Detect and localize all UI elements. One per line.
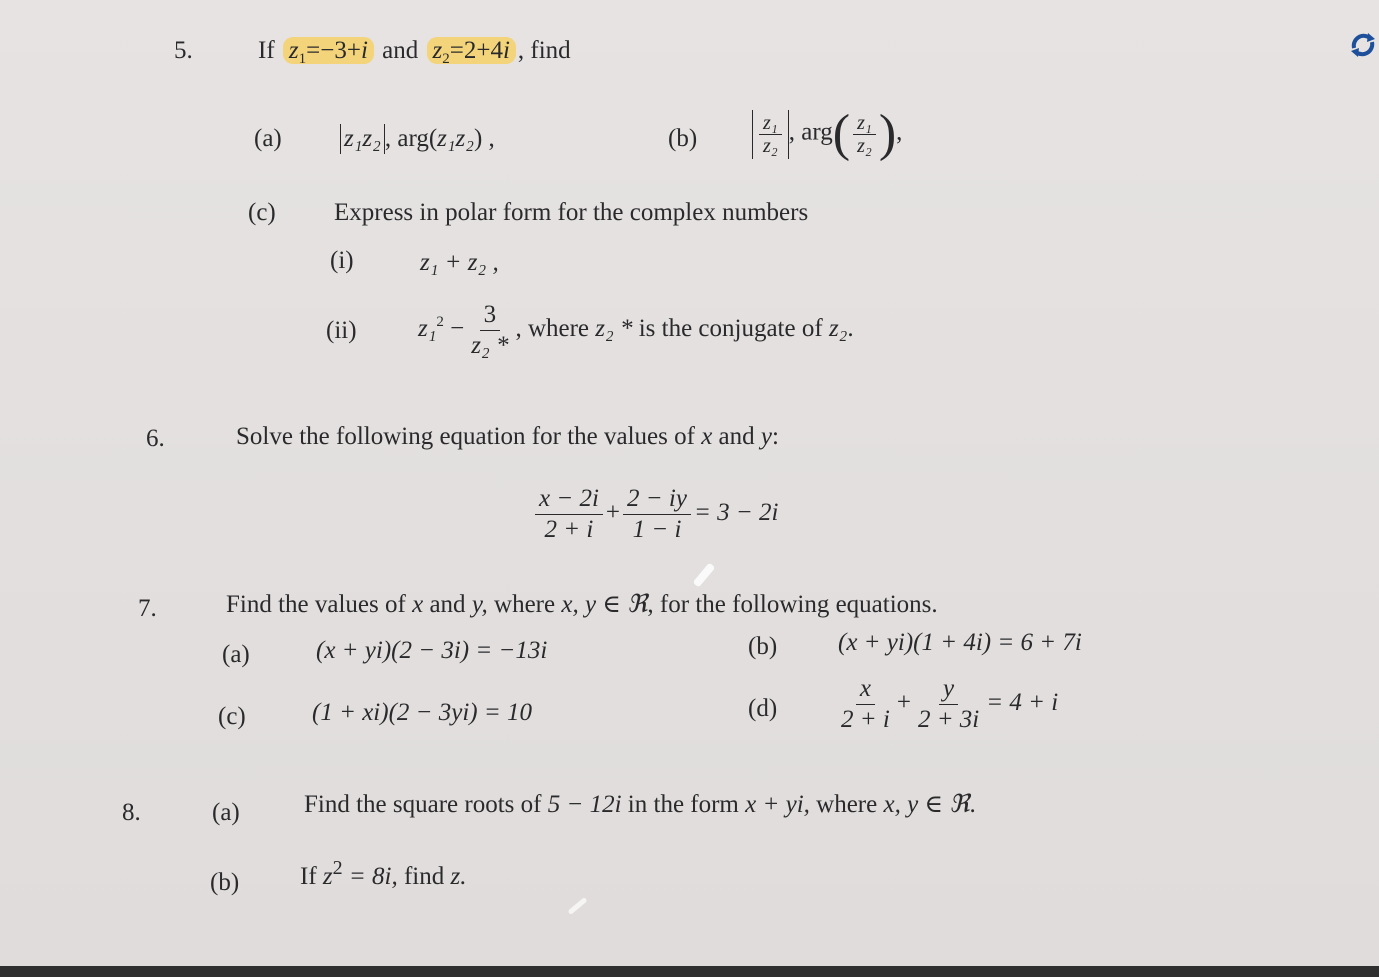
page-bottom-edge (0, 966, 1379, 977)
q5a-arg-in: z₁z₂ (437, 125, 474, 152)
q6-equation (532, 484, 778, 545)
q5b-tail: , (896, 118, 903, 146)
q8a-text-pre: Find the square roots of (304, 791, 542, 818)
q8b-label: (b) (210, 869, 240, 896)
q5cii-expr (418, 300, 854, 361)
q7-y: y, (471, 591, 488, 618)
q6-fraction-2 (623, 484, 691, 545)
q7-text (226, 590, 938, 620)
q8b-text (300, 857, 467, 892)
q7-text-post: , for the following equations. (647, 591, 938, 618)
q5cii-conj: z₂ * (595, 315, 633, 343)
q8-number: 8. (122, 799, 141, 826)
q6-y: y (760, 423, 773, 450)
q6-rhs: = 3 − 2i (693, 499, 779, 527)
q8a-set: x, y ∈ ℜ (883, 791, 970, 818)
q5cii-num: 3 (480, 300, 501, 331)
q8b-find: find (403, 863, 445, 890)
q8a-val: 5 − 12i (547, 791, 622, 818)
q5a-label: (a) (254, 125, 282, 152)
q8b-eq: = 8i, (348, 863, 398, 890)
q8b-z: z (322, 863, 333, 890)
q5-z2: z (432, 37, 443, 64)
q6-fraction-1 (535, 484, 603, 545)
q7a-expr: (x + yi)(2 − 3i) = −13i (316, 637, 548, 664)
q8b-if: If (300, 863, 317, 890)
q5a-arg: arg( (397, 125, 438, 152)
q7c-label: (c) (218, 703, 246, 730)
q5ci-expr: z₁ + z₂ , (420, 249, 499, 276)
q8a-dot: . (969, 791, 976, 818)
q7b-expr: (x + yi)(1 + 4i) = 6 + 7i (838, 629, 1082, 656)
q7d-plus: + (896, 689, 911, 717)
q6-plus: + (605, 499, 621, 527)
q6-colon: : (772, 423, 779, 450)
q8a-where: where (816, 791, 878, 818)
q7d-fraction-2 (914, 674, 983, 735)
q5-find: , find (517, 37, 571, 64)
q5b-arg-fraction (853, 112, 876, 157)
q7c-expr: (1 + xi)(2 − 3yi) = 10 (312, 699, 532, 726)
q8a-form: x + yi, (745, 791, 810, 818)
q5b-abs (752, 110, 789, 159)
q5c-label: (c) (248, 199, 276, 226)
q8b-zz: z. (450, 863, 467, 890)
q7-text-pre: Find the values of (226, 591, 406, 618)
q5cii-sup: 2 (436, 314, 444, 331)
q8b-sup: 2 (332, 857, 343, 879)
q6-text (236, 422, 779, 452)
q5b-arg-den: z₂ (857, 134, 872, 157)
q5-if: If (258, 37, 275, 64)
q7d-rhs: = 4 + i (986, 689, 1059, 717)
q5cii-where: , where (515, 315, 590, 343)
q6-x: x (701, 423, 713, 450)
q7-set: x, y ∈ ℜ (561, 591, 648, 618)
q7-where: where (494, 591, 556, 618)
q5-z2-sub: 2 (442, 51, 450, 67)
q5-number: 5. (174, 37, 193, 64)
q5-z1-val: =−3+ (306, 37, 361, 64)
light-glare (693, 562, 716, 587)
q8a-text (304, 790, 976, 820)
q6-and: and (718, 423, 755, 450)
q5-i1: i (360, 37, 368, 64)
q5b-abs-den: z₂ (763, 134, 778, 157)
q5ci-label: (i) (330, 247, 354, 274)
q7d-expr (834, 674, 1058, 735)
q7b-label: (b) (748, 633, 778, 660)
q5b-abs-fraction (759, 112, 782, 157)
refresh-arrow-icon (1348, 30, 1378, 60)
q5-and: and (382, 37, 419, 64)
q5cii-minus: − (450, 315, 465, 343)
q5cii-label: (ii) (326, 317, 357, 344)
q6-number: 6. (146, 425, 165, 452)
q5b-label: (b) (668, 125, 698, 152)
q6-f1-num: x − 2i (535, 484, 603, 515)
q5cii-fraction (467, 300, 512, 361)
q7d-f2-num: y (939, 674, 958, 705)
light-glare-small (567, 897, 587, 915)
q5cii-dot: . (847, 315, 854, 343)
q5cii-is: is the conjugate of (638, 315, 823, 343)
q5-z2-highlight (427, 37, 516, 67)
q6-f1-den: 2 + i (544, 516, 594, 543)
q5-i2: i (502, 37, 510, 64)
q6-f2-den: 1 − i (632, 516, 682, 543)
q7d-fraction-1 (837, 674, 894, 735)
q7-and: and (429, 591, 466, 618)
q5-z2-val: =2+4 (449, 37, 503, 64)
q6-text-pre: Solve the following equation for the values of (236, 423, 695, 450)
q7-number: 7. (138, 595, 157, 622)
q5cii-z2: z₂ (828, 315, 848, 343)
q7d-label: (d) (748, 695, 778, 722)
q5cii-base: z₁ (418, 315, 437, 343)
q5a-arg-end: ) , (473, 125, 495, 152)
q5-z1-highlight (283, 37, 374, 67)
q7-x: x (412, 591, 424, 618)
q5-intro (258, 36, 571, 66)
q8a-label: (a) (212, 799, 240, 826)
q5b-abs-num: z₁ (759, 112, 782, 135)
q6-f2-num: 2 − iy (623, 484, 691, 515)
q5c-text: Express in polar form for the complex numbers (334, 199, 809, 226)
q5b-arg-num: z₁ (853, 112, 876, 135)
q5b-expr: $\frac{\text{z₁}}{\text{z₂}}$ , arg( $\frac{\text{z₁}}{\text{z₂}}$ ), (752, 108, 902, 160)
q5a-abs: z₁z₂ (340, 124, 385, 154)
q7a-label: (a) (222, 641, 250, 668)
q5-z1-sub: 1 (298, 51, 307, 67)
q7d-f1-num: x (856, 674, 875, 705)
q8a-text-mid: in the form (627, 791, 739, 818)
q7d-f2-den: 2 + 3i (917, 706, 980, 733)
q5cii-den: z₂ * (471, 332, 509, 359)
q5a-expr: z₁z₂ , arg(z₁z₂) , (340, 124, 495, 154)
q7d-f1-den: 2 + i (841, 706, 890, 733)
q5b-arg: arg (801, 118, 833, 146)
q5-z1: z (288, 37, 299, 64)
